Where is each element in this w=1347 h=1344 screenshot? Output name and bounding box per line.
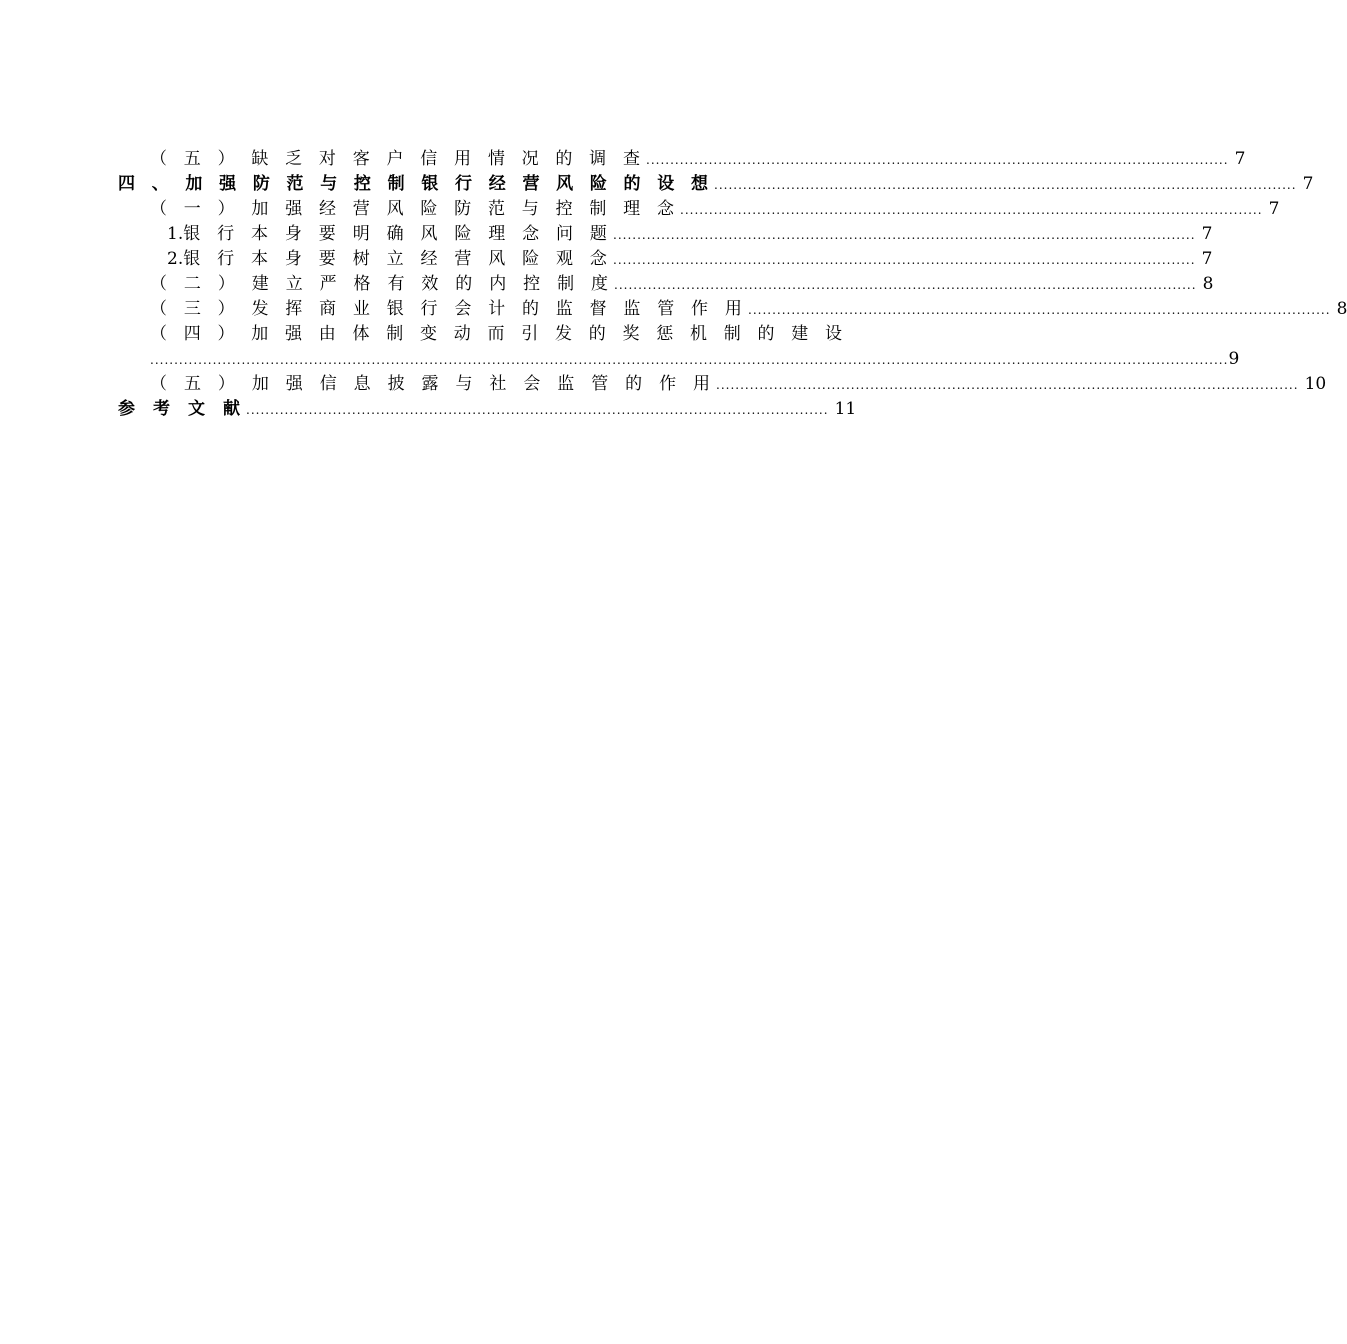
title-char: （ xyxy=(150,199,167,219)
title-char: 业 xyxy=(352,299,370,319)
leader-dots: ......................................................................................................................... xyxy=(246,403,829,417)
toc-page-number: 11 xyxy=(834,399,857,419)
title-char: 缺 xyxy=(251,149,269,169)
toc-entry-title xyxy=(118,172,708,196)
title-char: 的 xyxy=(588,324,606,344)
title-char: 范 xyxy=(286,174,304,194)
title-char: 控 xyxy=(523,274,541,294)
toc-entry xyxy=(118,172,1314,196)
title-char: 三 xyxy=(183,299,201,319)
toc-entry xyxy=(150,322,842,346)
title-char: 献 xyxy=(223,399,240,419)
title-char: 对 xyxy=(318,149,336,169)
title-char: 监 xyxy=(555,299,573,319)
title-char: 的 xyxy=(555,149,573,169)
title-char: 四 xyxy=(118,174,135,194)
title-char: 控 xyxy=(353,174,371,194)
title-char: 2.银 xyxy=(167,249,201,269)
title-char: 情 xyxy=(487,149,505,169)
leader-dots: ......................................................................................................................... xyxy=(714,178,1297,192)
toc-entry-title xyxy=(150,272,608,296)
title-char: 与 xyxy=(521,199,539,219)
title-char: 二 xyxy=(183,274,201,294)
title-char: 设 xyxy=(825,324,842,344)
title-char: 建 xyxy=(791,324,809,344)
title-char: 作 xyxy=(691,299,708,319)
title-char: 确 xyxy=(386,224,404,244)
title-char: ） xyxy=(217,374,235,394)
leader-dots: ......................................................................................................................... xyxy=(646,153,1229,167)
title-char: 立 xyxy=(285,274,303,294)
title-char: 效 xyxy=(421,274,439,294)
title-char: （ xyxy=(150,149,167,169)
title-char: 本 xyxy=(251,249,269,269)
title-char: ） xyxy=(217,274,235,294)
title-char: 发 xyxy=(251,299,269,319)
title-char: 的 xyxy=(623,174,641,194)
title-char: 制 xyxy=(557,274,575,294)
title-char: 用 xyxy=(454,149,472,169)
title-char: 息 xyxy=(353,374,371,394)
title-char: 理 xyxy=(488,224,506,244)
leader-dots: ................................................................................................................................................................................................................................ xyxy=(150,353,1229,367)
title-char: 文 xyxy=(188,399,205,419)
title-char: 的 xyxy=(625,374,643,394)
title-char: 理 xyxy=(623,199,641,219)
toc-page-number: 9 xyxy=(1228,349,1240,369)
title-char: 有 xyxy=(387,274,405,294)
toc-entry xyxy=(150,372,1327,396)
title-char: 严 xyxy=(319,274,337,294)
title-char: 要 xyxy=(318,224,336,244)
title-char: 参 xyxy=(118,399,135,419)
leader-dots: ......................................................................................................................... xyxy=(614,278,1197,292)
toc-page-number: 7 xyxy=(1302,174,1314,194)
title-char: 与 xyxy=(455,374,473,394)
title-char: 行 xyxy=(420,299,438,319)
toc-entry-title xyxy=(167,222,607,246)
title-char: 调 xyxy=(589,149,607,169)
title-char: 的 xyxy=(521,299,539,319)
title-char: 身 xyxy=(284,224,302,244)
toc-entry-title xyxy=(118,397,240,421)
title-char: 风 xyxy=(488,249,506,269)
title-char: 督 xyxy=(589,299,607,319)
title-char: 强 xyxy=(219,174,237,194)
title-char: 制 xyxy=(589,199,607,219)
title-char: 银 xyxy=(421,174,439,194)
title-char: 而 xyxy=(487,324,505,344)
title-char: 奖 xyxy=(622,324,640,344)
title-char: 考 xyxy=(153,399,170,419)
title-char: 与 xyxy=(320,174,338,194)
title-char: 内 xyxy=(489,274,507,294)
title-char: 念 xyxy=(656,199,674,219)
title-char: 想 xyxy=(690,174,708,194)
title-char: 四 xyxy=(183,324,201,344)
title-char: 信 xyxy=(319,374,337,394)
title-char: ） xyxy=(217,149,235,169)
toc-entry xyxy=(167,222,1213,246)
title-char: 户 xyxy=(386,149,404,169)
title-char: 一 xyxy=(183,199,201,219)
leader-dots: ......................................................................................................................... xyxy=(680,203,1263,217)
toc-entry-title xyxy=(167,247,607,271)
title-char: 露 xyxy=(421,374,439,394)
toc-entry xyxy=(150,197,1280,221)
toc-entry-continuation xyxy=(150,347,1240,371)
title-char: 管 xyxy=(657,299,675,319)
title-char: 防 xyxy=(252,174,270,194)
toc-page-number: 8 xyxy=(1336,299,1347,319)
toc-entry-title xyxy=(150,197,674,221)
title-char: 风 xyxy=(420,224,438,244)
toc-page-number: 7 xyxy=(1201,224,1213,244)
title-char: 惩 xyxy=(656,324,674,344)
toc-page-number: 10 xyxy=(1304,374,1327,394)
title-char: 险 xyxy=(589,174,607,194)
title-char: 由 xyxy=(318,324,336,344)
toc-page-number: 7 xyxy=(1268,199,1280,219)
title-char: 问 xyxy=(556,224,574,244)
title-char: 制 xyxy=(723,324,741,344)
leader-dots: ......................................................................................................................... xyxy=(716,378,1299,392)
title-char: 况 xyxy=(521,149,539,169)
title-char: 乏 xyxy=(285,149,303,169)
toc-entry xyxy=(150,147,1246,171)
toc-page-number: 8 xyxy=(1202,274,1214,294)
title-char: 作 xyxy=(659,374,677,394)
title-char: 披 xyxy=(387,374,405,394)
title-char: 经 xyxy=(318,199,336,219)
title-char: 的 xyxy=(757,324,775,344)
title-char: 风 xyxy=(386,199,404,219)
toc-entry-title xyxy=(150,147,640,171)
title-char: 引 xyxy=(521,324,539,344)
title-char: 险 xyxy=(420,199,438,219)
title-char: 加 xyxy=(251,324,269,344)
title-char: 行 xyxy=(217,224,235,244)
title-char: ） xyxy=(217,199,235,219)
title-char: 营 xyxy=(522,174,540,194)
title-char: 动 xyxy=(453,324,471,344)
title-char: 监 xyxy=(557,374,575,394)
title-char: 营 xyxy=(352,199,370,219)
toc-entry xyxy=(118,397,857,421)
title-char: 行 xyxy=(455,174,473,194)
toc-entry-title xyxy=(150,297,742,321)
title-char: 管 xyxy=(591,374,609,394)
title-char: 体 xyxy=(352,324,370,344)
title-char: 度 xyxy=(590,274,608,294)
title-char: 险 xyxy=(454,224,472,244)
title-char: 制 xyxy=(386,324,404,344)
title-char: ） xyxy=(217,324,235,344)
title-char: 五 xyxy=(183,374,201,394)
title-char: 题 xyxy=(589,224,607,244)
title-char: 立 xyxy=(386,249,404,269)
title-char: 念 xyxy=(589,249,607,269)
title-char: （ xyxy=(150,374,167,394)
title-char: 挥 xyxy=(285,299,303,319)
title-char: 五 xyxy=(183,149,201,169)
title-char: 强 xyxy=(285,324,302,344)
leader-dots: ......................................................................................................................... xyxy=(613,228,1196,242)
title-char: 用 xyxy=(724,299,742,319)
title-char: 会 xyxy=(523,374,541,394)
title-char: 加 xyxy=(185,174,203,194)
title-char: 控 xyxy=(555,199,573,219)
title-char: 信 xyxy=(420,149,438,169)
title-char: （ xyxy=(150,299,167,319)
title-char: 发 xyxy=(555,324,572,344)
title-char: 经 xyxy=(488,174,506,194)
title-char: 明 xyxy=(352,224,370,244)
toc-entry xyxy=(150,272,1214,296)
title-char: 防 xyxy=(454,199,472,219)
title-char: 经 xyxy=(420,249,438,269)
title-char: 营 xyxy=(454,249,472,269)
title-char: 1.银 xyxy=(167,224,201,244)
title-char: 念 xyxy=(522,224,540,244)
title-char: 商 xyxy=(319,299,337,319)
title-char: 建 xyxy=(251,274,269,294)
leader-dots: ......................................................................................................................... xyxy=(613,253,1196,267)
title-char: 行 xyxy=(217,249,235,269)
title-char: ） xyxy=(217,299,235,319)
title-char: 树 xyxy=(352,249,370,269)
title-char: 银 xyxy=(386,299,404,319)
title-char: （ xyxy=(150,274,167,294)
toc-entry-title xyxy=(150,322,842,346)
title-char: 身 xyxy=(284,249,302,269)
toc-page-number: 7 xyxy=(1234,149,1246,169)
title-char: 要 xyxy=(318,249,336,269)
title-char: 格 xyxy=(353,274,371,294)
title-char: 险 xyxy=(522,249,540,269)
leader-dots: ......................................................................................................................... xyxy=(748,303,1331,317)
toc-entry xyxy=(150,297,1347,321)
title-char: 监 xyxy=(623,299,641,319)
title-char: 用 xyxy=(693,374,710,394)
title-char: 客 xyxy=(352,149,370,169)
toc-page-number: 7 xyxy=(1201,249,1213,269)
title-char: 加 xyxy=(251,374,269,394)
title-char: 观 xyxy=(556,249,574,269)
title-char: 制 xyxy=(387,174,405,194)
title-char: 强 xyxy=(285,374,303,394)
title-char: 查 xyxy=(622,149,640,169)
title-char: 、 xyxy=(151,174,169,194)
title-char: 变 xyxy=(420,324,437,344)
title-char: （ xyxy=(150,324,167,344)
title-char: 强 xyxy=(285,199,303,219)
title-char: 会 xyxy=(454,299,472,319)
title-char: 加 xyxy=(251,199,269,219)
toc-entry-title xyxy=(150,372,710,396)
title-char: 社 xyxy=(489,374,507,394)
title-char: 计 xyxy=(488,299,506,319)
title-char: 范 xyxy=(487,199,505,219)
title-char: 设 xyxy=(657,174,675,194)
title-char: 风 xyxy=(556,174,574,194)
title-char: 的 xyxy=(455,274,473,294)
title-char: 本 xyxy=(251,224,269,244)
toc-entry xyxy=(167,247,1213,271)
title-char: 机 xyxy=(690,324,707,344)
